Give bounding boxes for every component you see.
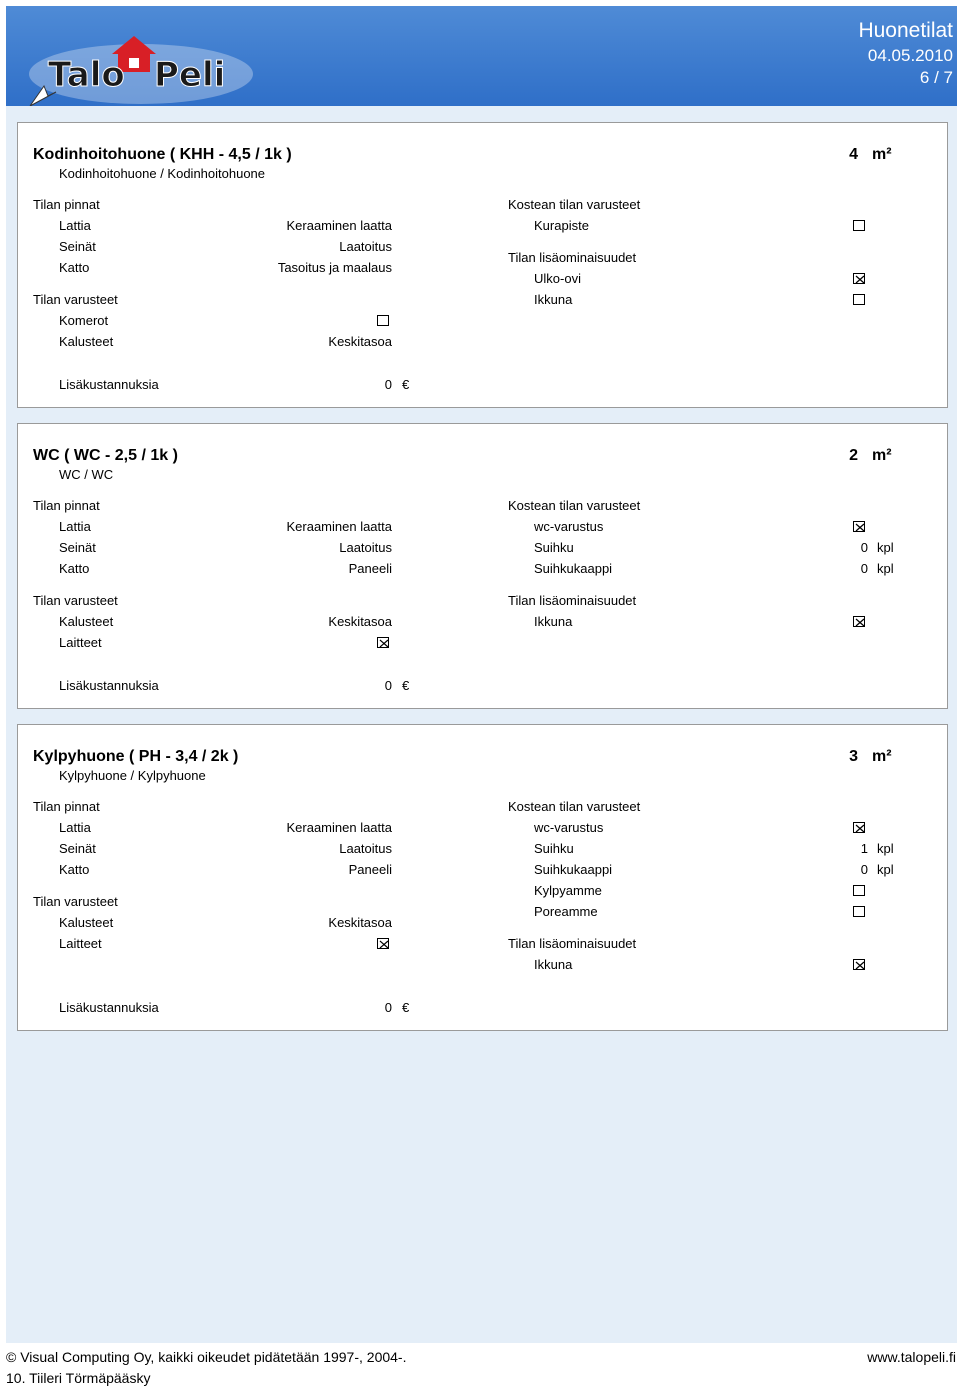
- room-area-value: 4: [849, 146, 858, 163]
- checked-checkbox-icon: [377, 938, 389, 949]
- surface-label: Seinät: [59, 841, 96, 856]
- fixture-label: Laitteet: [59, 936, 102, 951]
- surface-value: Laatoitus: [339, 239, 392, 254]
- wet-label: Suihku: [534, 540, 574, 555]
- surface-label: Seinät: [59, 239, 96, 254]
- surface-value: Paneeli: [348, 561, 392, 576]
- fixtures-heading: Tilan varusteet: [33, 894, 118, 909]
- room-subtitle: WC / WC: [59, 467, 114, 482]
- document-title: Huonetilat: [858, 19, 953, 42]
- document-date: 04.05.2010: [867, 46, 953, 65]
- room-card-wc: [17, 423, 948, 709]
- checked-checkbox-icon: [853, 822, 865, 833]
- extra-label: Ikkuna: [534, 292, 573, 307]
- checked-checkbox-icon: [853, 273, 865, 284]
- room-title: WC ( WC - 2,5 / 1k ): [33, 447, 178, 464]
- fixtures-heading: Tilan varusteet: [33, 593, 118, 608]
- room-title: Kylpyhuone ( PH - 3,4 / 2k ): [33, 748, 239, 765]
- checked-checkbox-icon: [853, 959, 865, 970]
- extra-label: Ikkuna: [534, 614, 573, 629]
- surface-label: Lattia: [59, 218, 91, 233]
- fixtures-heading: Tilan varusteet: [33, 292, 118, 307]
- wet-heading: Kostean tilan varusteet: [508, 498, 641, 513]
- fixture-value: Keskitasoa: [328, 334, 392, 349]
- page-number: 6 / 7: [919, 68, 953, 87]
- wet-label: Poreamme: [534, 904, 598, 919]
- wet-unit: kpl: [877, 561, 894, 576]
- surface-value: Paneeli: [348, 862, 392, 877]
- wet-count: 0: [860, 862, 868, 877]
- fixture-label: Kalusteet: [59, 614, 114, 629]
- page-header: [6, 6, 957, 106]
- surfaces-heading: Tilan pinnat: [33, 498, 100, 513]
- extra-cost-value: 0: [384, 1000, 392, 1015]
- wet-count: 0: [860, 561, 868, 576]
- extra-cost-label: Lisäkustannuksia: [59, 1000, 159, 1015]
- unchecked-checkbox-icon: [853, 220, 865, 231]
- surfaces-heading: Tilan pinnat: [33, 799, 100, 814]
- wet-heading: Kostean tilan varusteet: [508, 197, 641, 212]
- wet-label: Kylpyamme: [534, 883, 602, 898]
- checked-checkbox-icon: [853, 616, 865, 627]
- surfaces-heading: Tilan pinnat: [33, 197, 100, 212]
- room-subtitle: Kylpyhuone / Kylpyhuone: [59, 768, 206, 783]
- extra-label: Ulko-ovi: [534, 271, 581, 286]
- surface-value: Keraaminen laatta: [286, 218, 392, 233]
- wet-label: Suihku: [534, 841, 574, 856]
- wet-heading: Kostean tilan varusteet: [508, 799, 641, 814]
- fixture-value: Keskitasoa: [328, 614, 392, 629]
- room-area-unit: m²: [872, 146, 892, 163]
- wet-label: Suihkukaappi: [534, 561, 613, 576]
- room-title: Kodinhoitohuone ( KHH - 4,5 / 1k ): [33, 146, 292, 163]
- talopeli-logo: [26, 26, 256, 112]
- extra-label: Ikkuna: [534, 957, 573, 972]
- fixture-label: Laitteet: [59, 635, 102, 650]
- room-area-value: 3: [849, 748, 858, 765]
- surface-value: Laatoitus: [339, 841, 392, 856]
- extra-cost-value: 0: [384, 678, 392, 693]
- extra-cost-unit: €: [402, 1000, 410, 1015]
- room-card-ph: [17, 724, 948, 1031]
- footer-website: www.talopeli.fi: [867, 1349, 956, 1365]
- surface-value: Keraaminen laatta: [286, 519, 392, 534]
- wet-unit: kpl: [877, 540, 894, 555]
- checked-checkbox-icon: [377, 637, 389, 648]
- surface-label: Katto: [59, 260, 90, 275]
- wet-count: 0: [860, 540, 868, 555]
- svg-text:Talo: Talo: [48, 55, 125, 95]
- fixture-value: Keskitasoa: [328, 915, 392, 930]
- fixture-label: Komerot: [59, 313, 109, 328]
- surface-label: Lattia: [59, 519, 91, 534]
- room-card-khh: [17, 122, 948, 408]
- extra-heading: Tilan lisäominaisuudet: [508, 250, 637, 265]
- surface-value: Keraaminen laatta: [286, 820, 392, 835]
- unchecked-checkbox-icon: [853, 885, 865, 896]
- unchecked-checkbox-icon: [377, 315, 389, 326]
- surface-value: Laatoitus: [339, 540, 392, 555]
- footer-project: 10. Tiileri Törmäpääsky: [6, 1370, 151, 1386]
- unchecked-checkbox-icon: [853, 906, 865, 917]
- room-area-unit: m²: [872, 447, 892, 464]
- extra-cost-value: 0: [384, 377, 392, 392]
- wet-count: 1: [860, 841, 868, 856]
- room-subtitle: Kodinhoitohuone / Kodinhoitohuone: [59, 166, 266, 181]
- wet-label: Kurapiste: [534, 218, 589, 233]
- wet-label: Suihkukaappi: [534, 862, 613, 877]
- extra-cost-unit: €: [402, 678, 410, 693]
- wet-unit: kpl: [877, 841, 894, 856]
- wet-label: wc-varustus: [534, 519, 604, 534]
- footer-copyright: © Visual Computing Oy, kaikki oikeudet pidätetään 1997-, 2004-.: [6, 1349, 407, 1365]
- surface-label: Seinät: [59, 540, 96, 555]
- wet-label: wc-varustus: [534, 820, 604, 835]
- fixture-label: Kalusteet: [59, 334, 114, 349]
- unchecked-checkbox-icon: [853, 294, 865, 305]
- surface-label: Lattia: [59, 820, 91, 835]
- surface-value: Tasoitus ja maalaus: [277, 260, 392, 275]
- surface-label: Katto: [59, 862, 90, 877]
- extra-heading: Tilan lisäominaisuudet: [508, 936, 637, 951]
- wet-unit: kpl: [877, 862, 894, 877]
- extra-heading: Tilan lisäominaisuudet: [508, 593, 637, 608]
- svg-text:Peli: Peli: [154, 55, 226, 95]
- extra-cost-label: Lisäkustannuksia: [59, 377, 159, 392]
- room-area-value: 2: [849, 447, 858, 464]
- fixture-label: Kalusteet: [59, 915, 114, 930]
- room-area-unit: m²: [872, 748, 892, 765]
- checked-checkbox-icon: [853, 521, 865, 532]
- extra-cost-label: Lisäkustannuksia: [59, 678, 159, 693]
- extra-cost-unit: €: [402, 377, 410, 392]
- surface-label: Katto: [59, 561, 90, 576]
